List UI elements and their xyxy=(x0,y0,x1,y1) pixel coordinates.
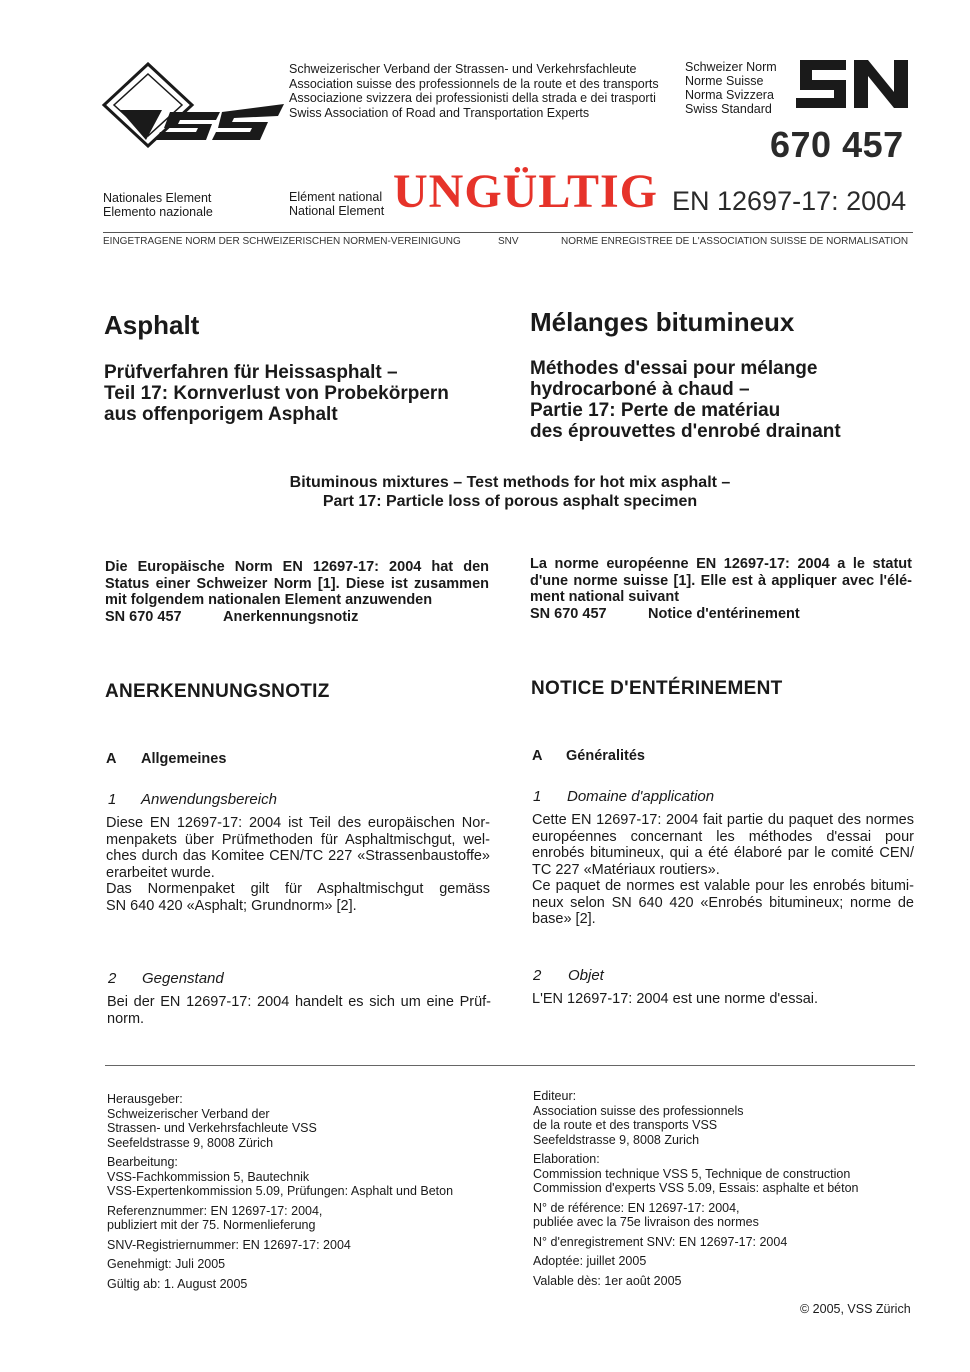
body-line: Ce paquet de normes est valable pour les enrobés bitumi- xyxy=(532,878,914,894)
copyright: © 2005, VSS Zürich xyxy=(800,1302,911,1316)
registration-right: NORME ENREGISTREE DE L'ASSOCIATION SUISSE DE NORMALISATION xyxy=(561,236,909,247)
body-line: enrobés bitumineux, qui a été élaboré par le comité CEN/ xyxy=(532,845,914,861)
section-2-title-de: Gegenstand xyxy=(142,970,224,987)
imprint-valid: Gültig ab: 1. August 2005 xyxy=(107,1276,248,1291)
body-line: menpakets über Prüfmethoden für Asphaltmischgut, wel- xyxy=(106,831,490,848)
imprint-line: VSS-Expertenkommission 5.09, Prüfungen: Asphalt und Beton xyxy=(107,1184,454,1198)
imprint-valid: Valable dès: 1er août 2005 xyxy=(533,1273,682,1288)
association-line-de: Schweizerischer Verband der Strassen- und Verkehrsfachleute xyxy=(289,62,637,76)
en-number: EN 12697-17: 2004 xyxy=(672,186,907,216)
section-1-body-fr xyxy=(532,812,914,928)
norm-line: Norma Svizzera xyxy=(685,88,774,102)
body-line: ches durch das Komitee CEN/TC 227 «Strassenbaustoffe» xyxy=(106,848,490,864)
status-de-ref-label: Anerkennungsnotiz xyxy=(223,608,359,625)
imprint-edit-label: Elaboration: xyxy=(533,1152,600,1166)
association-line-it: Associazione svizzera dei professionisti della strada e dei trasporti xyxy=(289,91,656,105)
sn-logo xyxy=(794,56,912,112)
national-element-de: Nationales Element xyxy=(103,191,212,205)
subtitle-en-line: Bituminous mixtures – Test methods for hot mix asphalt – xyxy=(289,474,731,491)
subtitle-de-line: Prüfverfahren für Heissasphalt – xyxy=(104,362,398,383)
norm-line: Swiss Standard xyxy=(685,102,772,116)
status-fr-ref-number: SN 670 457 xyxy=(530,605,607,622)
subtitle-fr xyxy=(530,358,841,442)
imprint-publisher-label: Herausgeber: xyxy=(107,1092,183,1106)
imprint-approved: Genehmigt: Juli 2005 xyxy=(107,1257,226,1271)
body-line: erarbeitet wurde. xyxy=(106,864,215,881)
body-line: Bei der EN 12697-17: 2004 handelt es sich um eine Prüf- xyxy=(107,994,491,1010)
section-1-title-fr: Domaine d'application xyxy=(567,788,715,805)
imprint-publisher-label: Editeur: xyxy=(533,1089,577,1103)
body-line: SN 640 420 «Asphalt; Grundnorm» [2]. xyxy=(106,897,357,914)
national-element-it: Elemento nazionale xyxy=(103,205,213,219)
registration-mid: SNV xyxy=(498,236,519,247)
body-line: Cette EN 12697-17: 2004 fait partie du paquet des normes xyxy=(532,812,914,828)
imprint-edit-label: Bearbeitung: xyxy=(107,1155,178,1169)
national-element-left xyxy=(103,191,213,219)
status-de-line: Status einer Schweizer Norm [1]. Diese ist zusammen xyxy=(105,575,489,592)
national-element-fr: Elément national xyxy=(289,190,383,204)
status-fr-line: d'une norme suisse [1]. Elle est à appliquer avec l'élé- xyxy=(530,572,912,589)
national-element-mid xyxy=(289,190,384,218)
imprint-divider xyxy=(105,1065,915,1066)
norm-language-block xyxy=(685,60,777,116)
association-names xyxy=(289,62,659,120)
subtitle-fr-line: hydrocarboné à chaud – xyxy=(530,379,750,400)
section-2-number-fr: 2 xyxy=(533,967,542,984)
status-de-ref-number: SN 670 457 xyxy=(105,608,182,625)
body-line: L'EN 12697-17: 2004 est une norme d'essai. xyxy=(532,991,819,1007)
imprint-line: Referenznummer: EN 12697-17: 2004, xyxy=(107,1203,323,1218)
status-fr-ref-label: Notice d'entérinement xyxy=(648,605,800,622)
imprint-de xyxy=(107,1092,453,1291)
imprint-snv: SNV-Registriernummer: EN 12697-17: 2004 xyxy=(107,1237,351,1252)
imprint-fr xyxy=(533,1089,858,1288)
subtitle-en xyxy=(150,473,870,511)
association-line-en: Swiss Association of Road and Transportation Experts xyxy=(289,105,590,120)
status-de-line: Die Europäische Norm EN 12697-17: 2004 hat den xyxy=(105,559,489,575)
subtitle-en-line: Part 17: Particle loss of porous asphalt specimen xyxy=(322,493,698,510)
status-fr-ref xyxy=(530,606,912,623)
status-fr-line: La norme européenne EN 12697-17: 2004 a le statut xyxy=(530,556,912,572)
imprint-line: publiziert mit der 75. Normenlieferung xyxy=(107,1218,316,1232)
body-line: TC 227 «Matériaux routiers». xyxy=(532,861,720,878)
section-1-number-fr: 1 xyxy=(533,788,542,805)
title-fr: Mélanges bitumineux xyxy=(530,307,795,337)
subtitle-de xyxy=(104,362,449,425)
heading-fr: NOTICE D'ENTÉRINEMENT xyxy=(531,678,783,699)
imprint-line: Strassen- und Verkehrsfachleute VSS xyxy=(107,1121,317,1135)
subtitle-fr-line: Méthodes d'essai pour mélange xyxy=(530,358,818,379)
norm-line: Norme Suisse xyxy=(685,74,764,88)
imprint-line: Association suisse des professionnels xyxy=(533,1103,744,1118)
body-line: norm. xyxy=(107,1010,145,1027)
vss-logo xyxy=(100,62,286,148)
sn-number: 670 457 xyxy=(770,124,904,165)
invalid-stamp: UNGÜLTIG xyxy=(393,165,658,218)
section-2-body-fr xyxy=(532,991,914,1008)
section-2-number-de: 2 xyxy=(108,970,117,987)
section-1-body-de xyxy=(106,815,490,914)
heading-de: ANERKENNUNGSNOTIZ xyxy=(105,681,330,702)
status-fr xyxy=(530,556,912,622)
header-rule xyxy=(103,232,913,233)
subtitle-fr-line: Partie 17: Perte de matériau xyxy=(530,400,781,421)
section-1-number-de: 1 xyxy=(108,791,117,808)
imprint-snv: N° d'enregistrement SNV: EN 12697-17: 2004 xyxy=(533,1234,788,1249)
status-de-ref xyxy=(105,609,489,626)
status-fr-line: ment national suivant xyxy=(530,589,680,605)
status-de xyxy=(105,559,489,625)
section-1-title-de: Anwendungsbereich xyxy=(141,791,277,808)
section-a-letter-fr: A xyxy=(532,748,543,764)
national-element-en: National Element xyxy=(289,204,385,218)
imprint-line: Seefeldstrasse 9, 8008 Zürich xyxy=(107,1135,274,1150)
imprint-line: N° de référence: EN 12697-17: 2004, xyxy=(533,1200,740,1215)
imprint-line: Commission d'experts VSS 5.09, Essais: asphalte et béton xyxy=(533,1181,859,1195)
subtitle-de-line: Teil 17: Kornverlust von Probekörpern xyxy=(104,383,449,404)
section-a-title-de: Allgemeines xyxy=(141,751,227,767)
imprint-line: de la route et des transports VSS xyxy=(533,1118,718,1132)
section-2-body-de xyxy=(107,994,491,1027)
body-line: européennes concernant les méthodes d'essai pour xyxy=(532,828,914,845)
imprint-line: Seefeldstrasse 9, 8008 Zurich xyxy=(533,1132,700,1147)
body-line: Diese EN 12697-17: 2004 ist Teil des europäischen Nor- xyxy=(106,815,490,831)
section-a-title-fr: Généralités xyxy=(566,748,645,764)
imprint-approved: Adoptée: juillet 2005 xyxy=(533,1254,647,1268)
body-line: base» [2]. xyxy=(532,911,596,927)
association-line-fr: Association suisse des professionnels de la route et des transports xyxy=(289,76,659,91)
section-2-title-fr: Objet xyxy=(568,967,604,984)
registration-left: EINGETRAGENE NORM DER SCHWEIZERISCHEN NORMEN-VEREINIGUNG xyxy=(103,236,461,247)
norm-line: Schweizer Norm xyxy=(685,60,777,74)
imprint-line: Commission technique VSS 5, Technique de construction xyxy=(533,1166,851,1181)
imprint-line: Schweizerischer Verband der xyxy=(107,1106,270,1121)
title-de: Asphalt xyxy=(104,310,200,340)
body-line: neux selon SN 640 420 «Enrobés bitumineux; norme de xyxy=(532,894,914,911)
body-line: Das Normenpaket gilt für Asphaltmischgut gemäss xyxy=(106,881,490,897)
imprint-line: VSS-Fachkommission 5, Bautechnik xyxy=(107,1169,310,1184)
imprint-line: publiée avec la 75e livraison des normes xyxy=(533,1215,759,1229)
status-de-line: mit folgendem nationalen Element anzuwenden xyxy=(105,592,433,608)
subtitle-fr-line: des éprouvettes d'enrobé drainant xyxy=(530,421,841,442)
subtitle-de-line: aus offenporigem Asphalt xyxy=(104,404,338,425)
section-a-letter-de: A xyxy=(106,751,117,767)
